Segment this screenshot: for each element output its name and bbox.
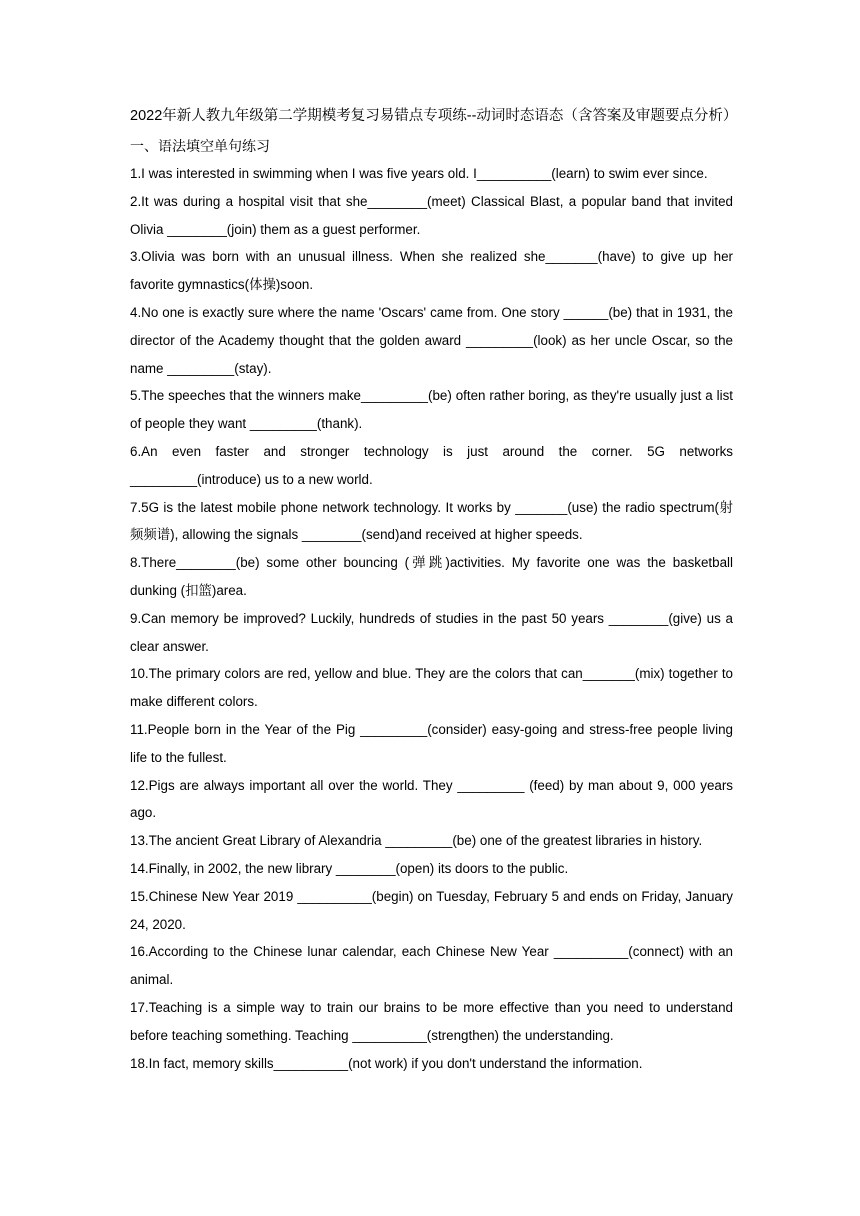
question-text: In fact, memory skills__________(not work) if you don't understand the information.: [148, 1055, 643, 1071]
question-text: Olivia was born with an unusual illness. When she realized she_______(have) to give up her favorite gymnastics(体操)soon.: [130, 249, 733, 293]
question-text: According to the Chinese lunar calendar, each Chinese New Year __________(connect) with an animal.: [130, 944, 733, 988]
question-item: [130, 382, 733, 438]
question-item: [130, 160, 733, 188]
question-number: 14.: [130, 860, 149, 876]
question-item: [130, 883, 733, 939]
question-text: An even faster and stronger technology is just around the corner. 5G networks _________(introduce) us to a new world.: [130, 443, 733, 487]
section-heading: 一、语法填空单句练习: [130, 138, 270, 154]
question-number: 15.: [130, 888, 149, 904]
question-item: [130, 772, 733, 828]
question-item: [130, 827, 733, 855]
question-item: [130, 716, 733, 772]
question-number: 1.: [130, 166, 142, 181]
question-text: Can memory be improved? Luckily, hundreds of studies in the past 50 years ________(give) us a clear answer.: [130, 610, 733, 654]
question-text: Finally, in 2002, the new library ________(open) its doors to the public.: [148, 860, 569, 876]
question-item: [130, 188, 733, 244]
question-item: [130, 938, 733, 994]
question-number: 7.: [130, 499, 142, 515]
question-number: 6.: [130, 443, 142, 459]
question-number: 4.: [130, 304, 142, 320]
question-item: [130, 438, 733, 494]
document-content: [130, 102, 738, 1077]
document-title: 2022年新人教九年级第二学期模考复习易错点专项练--动词时态语态（含答案及审题要点分析）: [130, 108, 738, 124]
question-item: [130, 1050, 733, 1078]
question-number: 10.: [130, 666, 149, 682]
question-text: The ancient Great Library of Alexandria _________(be) one of the greatest libraries in history.: [148, 833, 703, 849]
question-number: 2.: [130, 193, 142, 209]
question-text: Pigs are always important all over the world. They _________ (feed) by man about 9, 000 years ago.: [130, 777, 733, 821]
question-item: [130, 299, 733, 382]
question-item: [130, 243, 733, 299]
question-number: 12.: [130, 777, 149, 793]
question-number: 9.: [130, 610, 142, 626]
question-text: No one is exactly sure where the name 'Oscars' came from. One story ______(be) that in 1931, the director of the Academy thought that the golden award _________(look) as her uncle Oscar, so the name _________(stay).: [130, 304, 733, 376]
question-item: [130, 994, 733, 1050]
question-text: People born in the Year of the Pig _________(consider) easy-going and stress-free people living life to the fullest.: [130, 721, 733, 765]
question-text: The primary colors are red, yellow and blue. They are the colors that can_______(mix) together to make different colors.: [130, 666, 733, 710]
question-number: 5.: [130, 388, 142, 404]
question-number: 17.: [130, 999, 149, 1015]
question-item: [130, 855, 733, 883]
question-item: [130, 549, 733, 605]
question-text: It was during a hospital visit that she________(meet) Classical Blast, a popular band that invited Olivia ________(join) them as a guest performer.: [130, 193, 733, 237]
question-number: 13.: [130, 833, 149, 849]
question-item: [130, 605, 733, 661]
question-item: [130, 494, 733, 550]
question-text: There________(be) some other bouncing (弹跳)activities. My favorite one was the basketball dunking (扣篮)area.: [130, 555, 733, 598]
question-number: 11.: [130, 721, 148, 737]
question-list: [130, 160, 733, 1077]
question-item: [130, 660, 733, 716]
question-text: I was interested in swimming when I was five years old. I__________(learn) to swim ever since.: [141, 166, 708, 181]
question-number: 16.: [130, 944, 149, 960]
question-text: 5G is the latest mobile phone network technology. It works by _______(use) the radio spectrum(射频频谱), allowing the signals ________(send)and received at higher speeds.: [130, 499, 733, 543]
question-number: 18.: [130, 1055, 149, 1071]
question-text: Chinese New Year 2019 __________(begin) on Tuesday, February 5 and ends on Friday, January 24, 2020.: [130, 888, 733, 932]
question-number: 8.: [130, 555, 142, 571]
question-number: 3.: [130, 249, 142, 265]
question-text: The speeches that the winners make_________(be) often rather boring, as they're usually just a list of people they want _________(thank).: [130, 388, 733, 432]
question-text: Teaching is a simple way to train our brains to be more effective than you need to understand before teaching something. Teaching __________(strengthen) the understanding.: [130, 999, 733, 1043]
